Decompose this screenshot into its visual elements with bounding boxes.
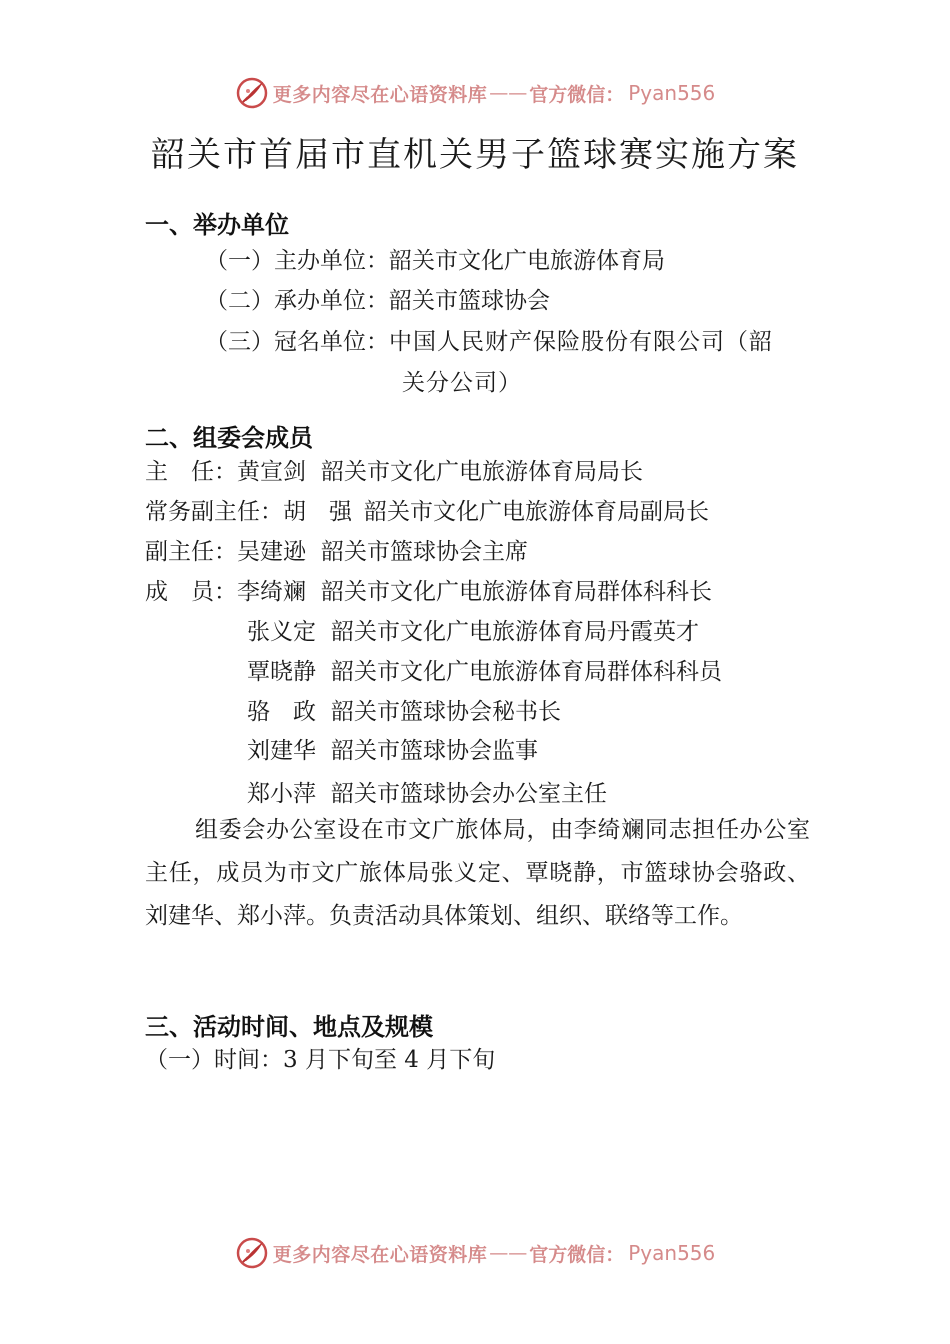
section2-heading: 二、组委会成员 [145, 424, 313, 452]
section1-item-1 [205, 242, 665, 275]
member-position: 韶关市篮球协会办公室主任 [331, 781, 607, 807]
member-position: 韶关市文化广电旅游体育局局长 [321, 459, 643, 485]
member-position: 韶关市文化广电旅游体育局群体科科员 [331, 659, 722, 685]
committee-row-5 [247, 613, 699, 646]
section1-item-2 [205, 282, 550, 315]
committee-row-4 [145, 573, 712, 606]
member-role: 常务副主任： [145, 499, 283, 525]
member-position: 韶关市文化广电旅游体育局群体科科长 [321, 579, 712, 605]
watermark-wechat-label: 官方微信： [529, 1243, 625, 1266]
watermark-wechat-label: 官方微信： [529, 83, 625, 106]
quill-seal-icon [235, 76, 269, 110]
watermark-wechat-id: Pyan556 [628, 1241, 716, 1265]
committee-office-paragraph: 组委会办公室设在市文广旅体局，由李绮斓同志担任办公室主任，成员为市文广旅体局张义定、覃晓静，市篮球协会骆政、刘建华、郑小萍。负责活动具体策划、组织、联络等工作。 [145, 817, 810, 929]
item-label: （一）主办单位： [205, 248, 389, 274]
committee-row-8 [247, 732, 538, 765]
watermark-footer [0, 1233, 950, 1273]
section3-item-1: （一）时间：3 月下旬至 4 月下旬 [145, 1047, 496, 1073]
committee-row-6 [247, 653, 722, 686]
member-position: 韶关市篮球协会主席 [321, 539, 528, 565]
member-role: 副主任： [145, 539, 237, 565]
item-label: （三）冠名单位： [205, 329, 389, 355]
committee-row-2 [145, 493, 709, 526]
committee-row-7 [247, 693, 561, 726]
item-value: 韶关市文化广电旅游体育局 [389, 248, 665, 274]
committee-row-1 [145, 453, 643, 486]
section1-item-3 [205, 323, 773, 356]
section3-heading: 三、活动时间、地点及规模 [145, 1013, 433, 1041]
member-name: 张义定 [247, 619, 316, 645]
watermark-separator: —— [489, 1242, 528, 1264]
document-title: 韶关市首届市直机关男子篮球赛实施方案 [151, 135, 799, 175]
section1-item-3-cont: 关分公司） [402, 370, 522, 396]
member-position: 韶关市文化广电旅游体育局丹霞英才 [331, 619, 699, 645]
member-name: 李绮斓 [237, 579, 306, 605]
member-name: 刘建华 [247, 738, 316, 764]
member-role: 成 员： [145, 579, 237, 605]
item-value: 中国人民财产保险股份有限公司（韶 [389, 329, 773, 355]
member-position: 韶关市篮球协会秘书长 [331, 699, 561, 725]
member-name: 胡 强 [283, 499, 352, 525]
watermark-separator: —— [489, 82, 528, 104]
watermark-wechat-id: Pyan556 [628, 81, 716, 105]
member-name: 郑小萍 [247, 781, 316, 807]
member-name: 骆 政 [247, 699, 316, 725]
member-name: 黄宣剑 [237, 459, 306, 485]
section1-heading: 一、举办单位 [145, 211, 289, 239]
committee-row-9 [247, 775, 607, 808]
quill-seal-icon [235, 1236, 269, 1270]
item-label: （二）承办单位： [205, 288, 389, 314]
member-name: 覃晓静 [247, 659, 316, 685]
member-position: 韶关市篮球协会监事 [331, 738, 538, 764]
item-value: 韶关市篮球协会 [389, 288, 550, 314]
watermark-text: 更多内容尽在心语资料库 [272, 1243, 488, 1266]
member-name: 吴建逊 [237, 539, 306, 565]
watermark-header [0, 73, 950, 113]
committee-row-3 [145, 533, 528, 566]
member-position: 韶关市文化广电旅游体育局副局长 [364, 499, 709, 525]
watermark-text: 更多内容尽在心语资料库 [272, 83, 488, 106]
member-role: 主 任： [145, 459, 237, 485]
